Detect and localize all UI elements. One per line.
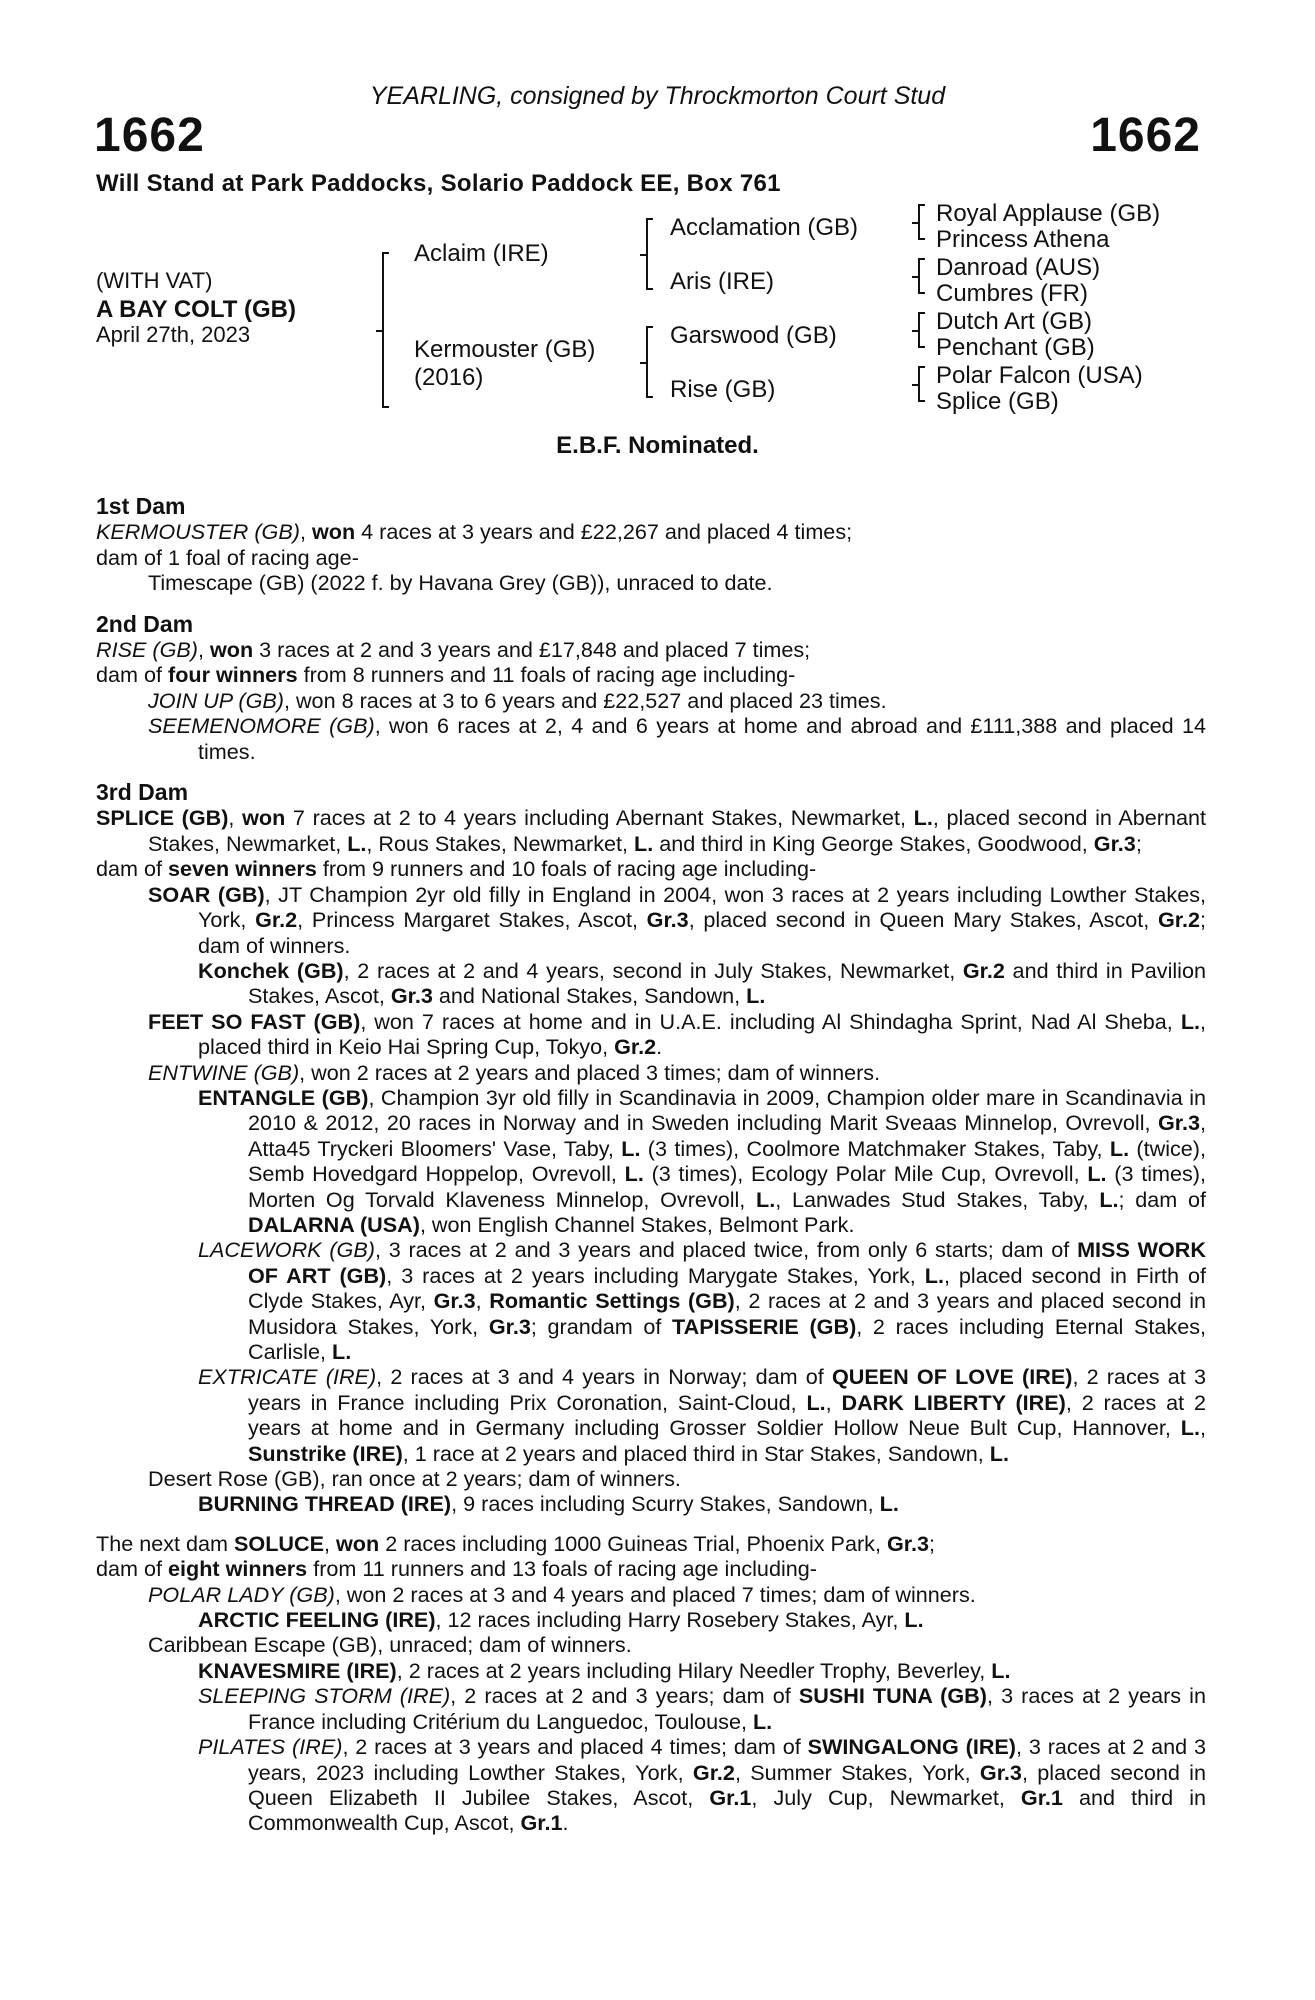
- produce-item: ENTWINE (GB), won 2 races at 2 years and placed 3 times; dam of winners.: [148, 1059, 881, 1085]
- consignor-line: YEARLING, consigned by Throckmorton Court Stud: [369, 82, 946, 110]
- produce-item: LACEWORK (GB), 3 races at 2 and 3 years and placed twice, from only 6 starts; dam of MISS WORK OF ART (GB), 3 races at 2 years including Marygate Stakes, York, L., placed second in Firth of Clyde Stakes, Ayr, Gr.3, Romantic Settings (GB), 2 races at 2 and 3 years and placed second in Musidora Stakes, York, Gr.3; grandam of TAPISSERIE (GB), 2 races including Eternal Stakes, Carlisle, L.: [198, 1237, 1207, 1364]
- pedigree-g5: Dutch Art (GB): [936, 308, 1093, 335]
- pedigree-g1: Royal Applause (GB): [936, 200, 1161, 227]
- produce-item: SLEEPING STORM (IRE), 2 races at 2 and 3 years; dam of SUSHI TUNA (GB), 3 races at 2 years in France including Critérium du Languedoc, Toulouse, L.: [198, 1683, 1206, 1734]
- produce-item: KNAVESMIRE (IRE), 2 races at 2 years including Hilary Needler Trophy, Beverley, L.: [198, 1657, 1011, 1683]
- vat-note: (WITH VAT): [96, 268, 213, 293]
- pedigree-g8: Splice (GB): [936, 388, 1059, 415]
- dam-2-record: RISE (GB), won 3 races at 2 and 3 years and £17,848 and placed 7 times;: [96, 637, 811, 663]
- pedigree-bracket-g2: [918, 258, 920, 294]
- lot-number-left: 1662: [94, 109, 205, 162]
- produce-item: FEET SO FAST (GB), won 7 races at home and in U.A.E. including Al Shindagha Sprint, Nad Al Sheba, L., placed third in Keio Hai Spring Cup, Tokyo, Gr.2.: [148, 1008, 1207, 1060]
- produce-item: Caribbean Escape (GB), unraced; dam of winners.: [148, 1632, 632, 1658]
- dam-3-record: SPLICE (GB), won 7 races at 2 to 4 years including Abernant Stakes, Newmarket, L., placed second in Abernant Stakes, Newmarket, L., Rous Stakes, Newmarket, L. and third in King George Stakes, Goodwood, Gr.3;: [96, 805, 1207, 856]
- pedigree-sire: Aclaim (IRE): [414, 240, 549, 267]
- pedigree-dam: Kermouster (GB): [414, 336, 596, 363]
- pedigree-g3: Danroad (AUS): [936, 254, 1101, 281]
- dam-2-produce: dam of four winners from 8 runners and 11 foals of racing age including-: [96, 662, 796, 688]
- pedigree-g7: Polar Falcon (USA): [936, 362, 1143, 389]
- pedigree-g4: Cumbres (FR): [936, 280, 1089, 307]
- pedigree-dam-dam: Rise (GB): [670, 376, 776, 403]
- pedigree-bracket-g1: [918, 204, 920, 240]
- produce-item: PILATES (IRE), 2 races at 3 years and placed 4 times; dam of SWINGALONG (IRE), 3 races at 2 and 3 years, 2023 including Lowther Stakes, York, Gr.2, Summer Stakes, York, Gr.3, placed second in Queen Elizabeth II Jubilee Stakes, Ascot, Gr.1, July Cup, Newmarket, Gr.1 and third in Commonwealth Cup, Ascot, Gr.1.: [198, 1734, 1207, 1836]
- pedigree-dam-sire: Garswood (GB): [670, 322, 837, 349]
- produce-item: BURNING THREAD (IRE), 9 races including Scurry Stakes, Sandown, L.: [198, 1491, 899, 1517]
- pedigree-bracket-main: [382, 252, 384, 408]
- next-dam-produce: dam of eight winners from 11 runners and 13 foals of racing age including-: [96, 1556, 817, 1582]
- dam-3-produce: dam of seven winners from 9 runners and 10 foals of racing age including-: [96, 856, 817, 882]
- produce-item: POLAR LADY (GB), won 2 races at 3 and 4 years and placed 7 times; dam of winners.: [148, 1581, 976, 1607]
- pedigree-dam-year: (2016): [414, 364, 484, 391]
- produce-item: Desert Rose (GB), ran once at 2 years; dam of winners.: [148, 1466, 681, 1492]
- catalogue-body: [96, 478, 1206, 1836]
- produce-item: Timescape (GB) (2022 f. by Havana Grey (GB)), unraced to date.: [148, 570, 773, 596]
- horse-name: A BAY COLT (GB): [96, 296, 297, 323]
- produce-item: SEEMENOMORE (GB), won 6 races at 2, 4 and 6 years at home and abroad and £111,388 and placed 14 times.: [148, 713, 1206, 764]
- next-dam-record: The next dam SOLUCE, won 2 races including 1000 Guineas Trial, Phoenix Park, Gr.3;: [96, 1530, 935, 1556]
- pedigree-bracket-g4: [918, 366, 920, 402]
- produce-item: SOAR (GB), JT Champion 2yr old filly in England in 2004, won 3 races at 2 years including Lowther Stakes, York, Gr.2, Princess Margaret Stakes, Ascot, Gr.3, placed second in Queen Mary Stakes, Ascot, Gr.2; dam of winners.: [148, 881, 1206, 958]
- pedigree-bracket-sire: [646, 218, 648, 290]
- produce-item: ARCTIC FEELING (IRE), 12 races including Harry Rosebery Stakes, Ayr, L.: [198, 1607, 924, 1633]
- produce-item: JOIN UP (GB), won 8 races at 3 to 6 years and £22,527 and placed 23 times.: [148, 687, 887, 713]
- heading-3rd-dam: 3rd Dam: [96, 779, 189, 806]
- pedigree-sire-dam: Aris (IRE): [670, 268, 774, 295]
- produce-item: Konchek (GB), 2 races at 2 and 4 years, second in July Stakes, Newmarket, Gr.2 and third in Pavilion Stakes, Ascot, Gr.3 and National Stakes, Sandown, L.: [198, 957, 1206, 1009]
- dam-1-record: KERMOUSTER (GB), won 4 races at 3 years and £22,267 and placed 4 times;: [96, 519, 853, 545]
- ebf-note: E.B.F. Nominated.: [556, 432, 759, 459]
- produce-item: ENTANGLE (GB), Champion 3yr old filly in Scandinavia in 2009, Champion older mare in Scandinavia in 2010 & 2012, 20 races in Norway and in Sweden including Marit Sveaas Minnelop, Ovrevoll, Gr.3, Atta45 Tryckeri Bloomers' Vase, Taby, L. (3 times), Coolmore Matchmaker Stakes, Taby, L. (twice), Semb Hovedgard Hoppelop, Ovrevoll, L. (3 times), Ecology Polar Mile Cup, Ovrevoll, L. (3 times), Morten Og Torvald Klaveness Minnelop, Ovrevoll, L., Lanwades Stud Stakes, Taby, L.; dam of DALARNA (USA), won English Channel Stakes, Belmont Park.: [198, 1084, 1207, 1237]
- pedigree-g2: Princess Athena: [936, 226, 1110, 253]
- horse-dob: April 27th, 2023: [96, 322, 251, 347]
- stand-location: Will Stand at Park Paddocks, Solario Paddock EE, Box 761: [96, 170, 781, 197]
- heading-1st-dam: 1st Dam: [96, 493, 186, 519]
- pedigree-bracket-g3: [918, 312, 920, 348]
- lot-number-right: 1662: [1090, 109, 1201, 162]
- heading-2nd-dam: 2nd Dam: [96, 610, 194, 637]
- dam-1-produce: dam of 1 foal of racing age-: [96, 544, 359, 570]
- pedigree-g6: Penchant (GB): [936, 334, 1095, 361]
- pedigree-sire-sire: Acclamation (GB): [670, 214, 859, 241]
- pedigree-bracket-dam: [646, 326, 648, 398]
- produce-item: EXTRICATE (IRE), 2 races at 3 and 4 years in Norway; dam of QUEEN OF LOVE (IRE), 2 races at 3 years in France including Prix Coronation, Saint-Cloud, L., DARK LIBERTY (IRE), 2 races at 2 years at home and in Germany including Grosser Soldier Hollow Neue Bult Cup, Hannover, L., Sunstrike (IRE), 1 race at 2 years and placed third in Star Stakes, Sandown, L.: [198, 1364, 1206, 1466]
